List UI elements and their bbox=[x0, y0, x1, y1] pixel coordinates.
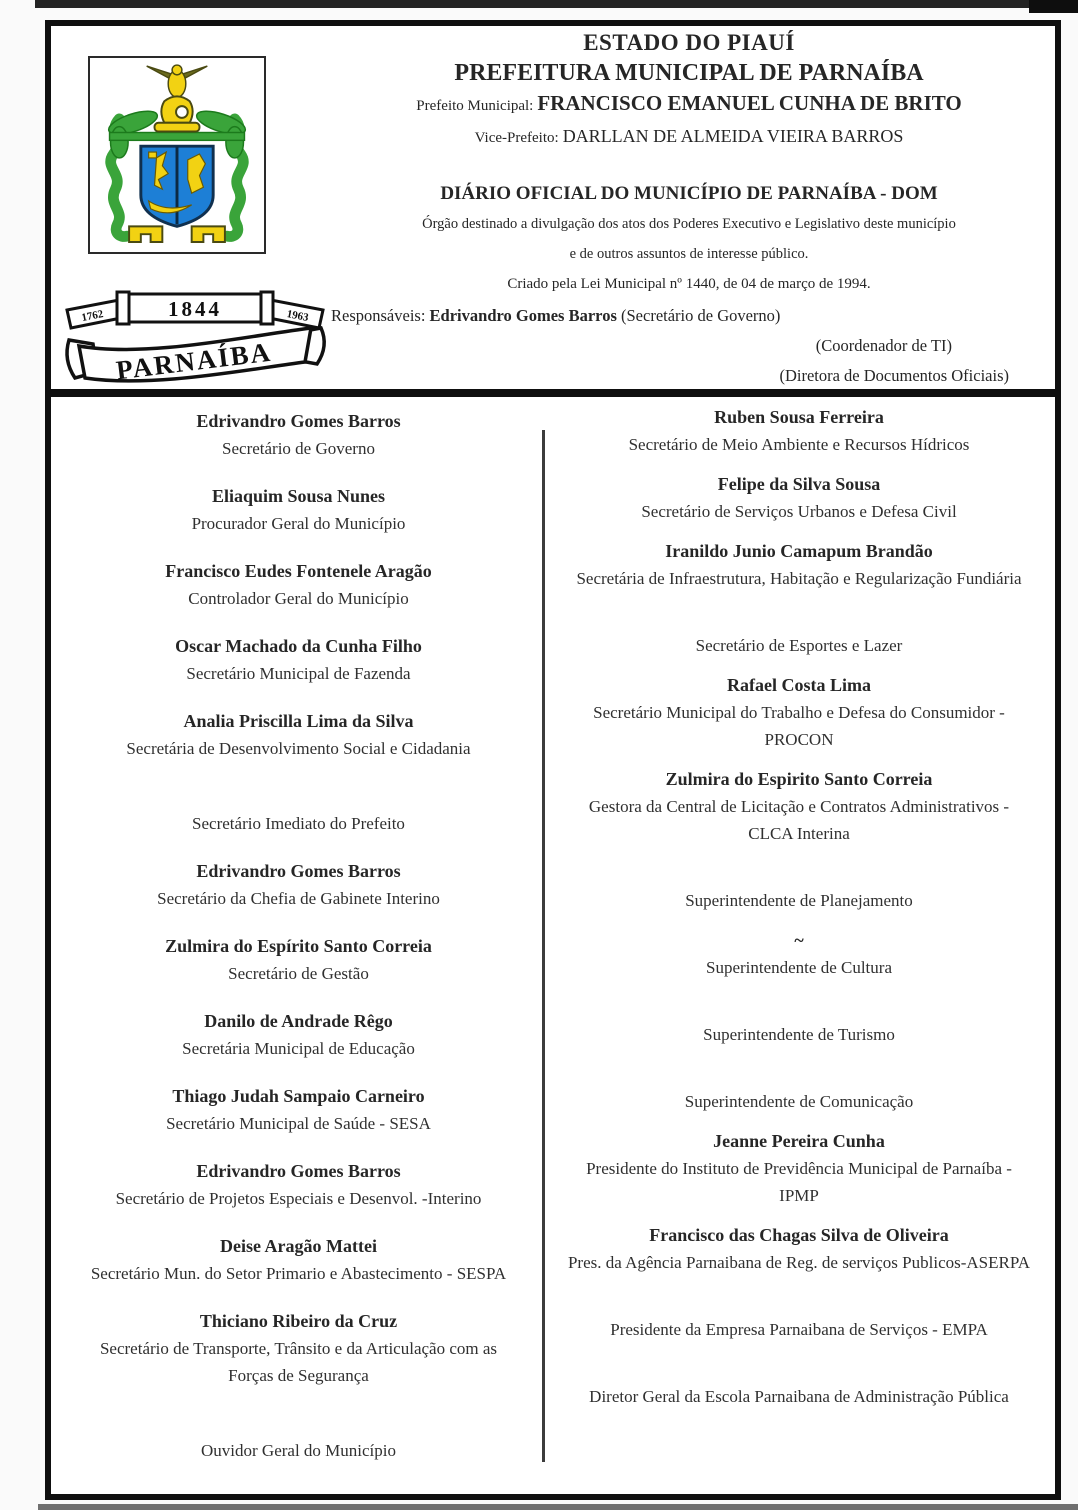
directory-entry bbox=[567, 1355, 1031, 1410]
official-name: Thiago Judah Sampaio Carneiro bbox=[172, 1086, 425, 1106]
responsible-line bbox=[331, 301, 1047, 331]
responsible-role: (Secretário de Governo) bbox=[621, 306, 781, 325]
official-title: Superintendente de Planejamento bbox=[685, 891, 913, 910]
official-title: Presidente do Instituto de Previdência Municipal de Parnaíba - IPMP bbox=[586, 1159, 1012, 1205]
official-title: Secretário de Transporte, Trânsito e da Articulação com as Forças de Segurança bbox=[99, 1339, 498, 1385]
directory-entry bbox=[567, 604, 1031, 659]
official-title: Secretário de Projetos Especiais e Desenvol. -Interino bbox=[115, 1189, 482, 1208]
responsible-docs-line: (Diretora de Documentos Oficiais) bbox=[779, 366, 1009, 385]
directory-entry bbox=[81, 1409, 516, 1464]
official-title: Superintendente de Turismo bbox=[703, 1025, 895, 1044]
official-name: Deise Aragão Mattei bbox=[220, 1236, 377, 1256]
gazette-law-line: Criado pela Lei Municipal nº 1440, de 04 de março de 1994. bbox=[507, 276, 871, 292]
official-name: Francisco das Chagas Silva de Oliveira bbox=[649, 1225, 949, 1245]
official-name: Felipe da Silva Sousa bbox=[717, 474, 881, 494]
official-name: Zulmira do Espírito Santo Correia bbox=[165, 936, 432, 956]
gazette-description-2: e de outros assuntos de interesse público. bbox=[569, 246, 809, 262]
official-title: Diretor Geral da Escola Parnaibana de Administração Pública bbox=[589, 1387, 1009, 1406]
official-title: Superintendente de Comunicação bbox=[684, 1092, 914, 1111]
gazette-description-1: Órgão destinado a divulgação dos atos dos Poderes Executivo e Legislativo deste município bbox=[422, 216, 956, 232]
official-title: Secretária de Desenvolvimento Social e Cidadania bbox=[126, 739, 471, 758]
official-title: Presidente da Empresa Parnaibana de Serviços - EMPA bbox=[610, 1320, 988, 1339]
ribbon-city-name: PARNAÍBA bbox=[114, 336, 274, 386]
mayor-line bbox=[331, 88, 1047, 121]
official-title: Secretário de Meio Ambiente e Recursos Hídricos bbox=[628, 435, 970, 454]
official-name bbox=[81, 1409, 516, 1437]
directory-entry bbox=[81, 932, 516, 987]
official-title: Superintendente de Cultura bbox=[705, 958, 892, 977]
directory-entry bbox=[81, 1232, 516, 1287]
official-title: Secretário Municipal de Saúde - SESA bbox=[166, 1114, 431, 1133]
gazette-header-box bbox=[45, 20, 1061, 395]
gazette-title: DIÁRIO OFICIAL DO MUNICÍPIO DE PARNAÍBA - DOM bbox=[440, 183, 938, 204]
directory-entry bbox=[567, 1221, 1031, 1276]
directory-entry bbox=[81, 1307, 516, 1389]
official-name bbox=[567, 993, 1031, 1021]
official-name: Zulmira do Espirito Santo Correia bbox=[665, 769, 933, 789]
directory-entry bbox=[81, 407, 516, 462]
directory-entry bbox=[567, 1288, 1031, 1343]
official-title: Secretária Municipal de Educação bbox=[182, 1039, 415, 1058]
official-title: Secretário Municipal do Trabalho e Defesa do Consumidor - PROCON bbox=[593, 703, 1005, 749]
official-name: Analia Priscilla Lima da Silva bbox=[183, 711, 414, 731]
official-name: Edrivandro Gomes Barros bbox=[196, 861, 401, 881]
official-title: Secretário da Chefia de Gabinete Interino bbox=[157, 889, 440, 908]
official-title: Controlador Geral do Município bbox=[188, 589, 409, 608]
ribbon-year-center: 1844 bbox=[168, 297, 222, 321]
official-name bbox=[81, 782, 516, 810]
directory-entry bbox=[81, 482, 516, 537]
directory-entry bbox=[567, 859, 1031, 914]
scan-top-bar bbox=[35, 0, 1030, 8]
directory-entry bbox=[81, 857, 516, 912]
official-title: Secretário Mun. do Setor Primario e Abastecimento - SESPA bbox=[90, 1264, 507, 1283]
official-name: Francisco Eudes Fontenele Aragão bbox=[165, 561, 432, 581]
official-name bbox=[567, 1288, 1031, 1316]
official-name: Iranildo Junio Camapum Brandão bbox=[665, 541, 933, 561]
directory-entry bbox=[81, 1082, 516, 1137]
official-name: Oscar Machado da Cunha Filho bbox=[175, 636, 422, 656]
official-name bbox=[567, 859, 1031, 887]
official-title: Gestora da Central de Licitação e Contratos Administrativos - CLCA Interina bbox=[588, 797, 1010, 843]
directory-entry bbox=[567, 537, 1031, 592]
vice-mayor-line bbox=[331, 121, 1047, 153]
responsible-name: Edrivandro Gomes Barros bbox=[429, 306, 617, 325]
official-title: Secretário de Esportes e Lazer bbox=[695, 636, 903, 655]
ribbon-year-left: 1762 bbox=[80, 308, 105, 325]
directory-entry bbox=[567, 765, 1031, 847]
official-title: Secretária de Infraestrutura, Habitação e Regularização Fundiária bbox=[576, 569, 1022, 588]
official-title: Secretário de Serviços Urbanos e Defesa Civil bbox=[641, 502, 957, 521]
official-name: Edrivandro Gomes Barros bbox=[196, 411, 401, 431]
official-name: Edrivandro Gomes Barros bbox=[196, 1161, 401, 1181]
official-name: ~ bbox=[794, 930, 804, 950]
directory-entry bbox=[567, 403, 1031, 458]
directory-entry bbox=[81, 1157, 516, 1212]
official-title: Secretário Imediato do Prefeito bbox=[192, 814, 405, 833]
coat-of-arms-icon bbox=[88, 56, 266, 254]
official-name: Eliaquim Sousa Nunes bbox=[211, 486, 386, 506]
official-name: Ruben Sousa Ferreira bbox=[714, 407, 884, 427]
directory-entry bbox=[567, 470, 1031, 525]
state-title: ESTADO DO PIAUÍ bbox=[583, 30, 795, 55]
official-name bbox=[567, 1355, 1031, 1383]
scan-bottom-strip bbox=[38, 1504, 1078, 1510]
official-name: Thiciano Ribeiro da Cruz bbox=[199, 1311, 398, 1331]
municipality-title: PREFEITURA MUNICIPAL DE PARNAÍBA bbox=[454, 60, 924, 86]
vice-mayor-name: DARLLAN DE ALMEIDA VIEIRA BARROS bbox=[562, 126, 904, 146]
official-name bbox=[567, 1060, 1031, 1088]
mayor-label: Prefeito Municipal: bbox=[416, 98, 534, 114]
official-title: Secretário Municipal de Fazenda bbox=[186, 664, 411, 683]
mayor-name: FRANCISCO EMANUEL CUNHA DE BRITO bbox=[537, 91, 962, 115]
responsible-label: Responsáveis: bbox=[331, 306, 426, 325]
directory-entry bbox=[81, 707, 516, 762]
directory-entry bbox=[81, 1007, 516, 1062]
directory-entry bbox=[81, 782, 516, 837]
directory-entry bbox=[567, 1127, 1031, 1209]
official-title: Pres. da Agência Parnaibana de Reg. de serviços Publicos-ASERPA bbox=[567, 1253, 1031, 1272]
directory-entry bbox=[567, 993, 1031, 1048]
directory-entry bbox=[81, 557, 516, 612]
parnaiba-ribbon-logo bbox=[57, 284, 333, 392]
ribbon-year-right: 1963 bbox=[285, 308, 310, 325]
responsible-it-line: (Coordenador de TI) bbox=[815, 336, 952, 355]
directory-right-column bbox=[545, 397, 1055, 1422]
official-name: Rafael Costa Lima bbox=[727, 675, 871, 695]
directory-left-column bbox=[51, 397, 542, 1484]
scan-top-corner-block bbox=[1029, 0, 1078, 13]
header-text-block bbox=[331, 28, 1047, 391]
official-name bbox=[567, 604, 1031, 632]
officials-directory-box bbox=[45, 395, 1061, 1500]
directory-entry bbox=[567, 671, 1031, 753]
directory-entry bbox=[81, 632, 516, 687]
directory-entry bbox=[567, 1060, 1031, 1115]
official-name: Jeanne Pereira Cunha bbox=[713, 1131, 885, 1151]
official-name: Danilo de Andrade Rêgo bbox=[204, 1011, 393, 1031]
official-title: Secretário de Gestão bbox=[228, 964, 369, 983]
official-title: Procurador Geral do Município bbox=[191, 514, 406, 533]
official-title: Secretário de Governo bbox=[222, 439, 375, 458]
vice-mayor-label: Vice-Prefeito: bbox=[474, 130, 559, 146]
official-title: Ouvidor Geral do Município bbox=[201, 1441, 396, 1460]
directory-entry bbox=[567, 926, 1031, 981]
